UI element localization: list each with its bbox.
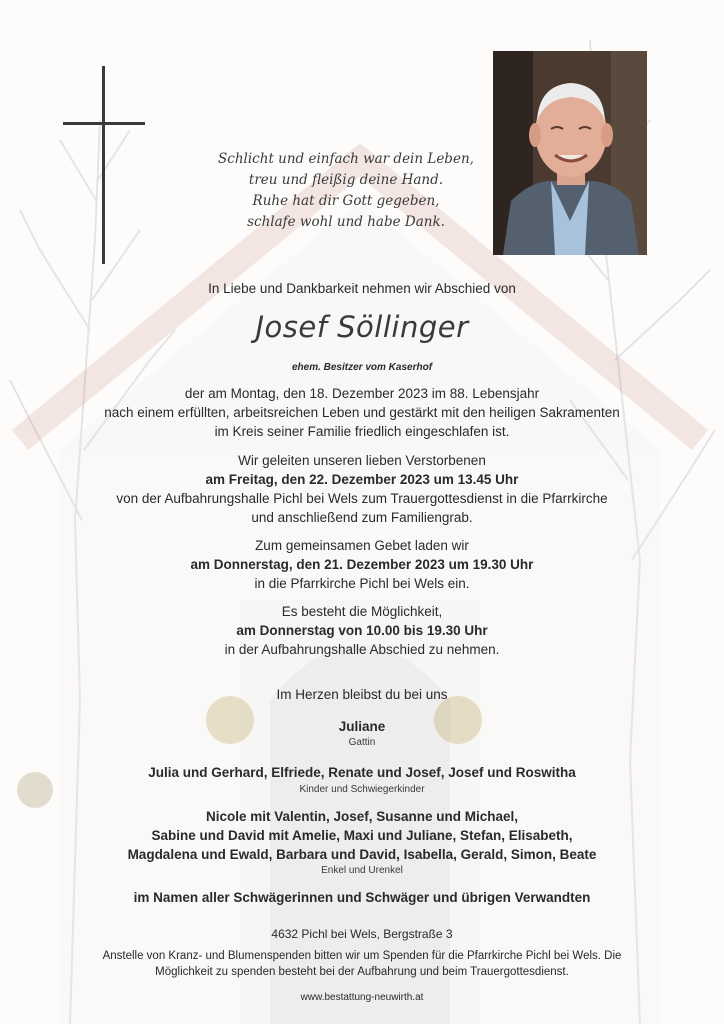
death-notice-line: im Kreis seiner Familie friedlich eingeschlafen ist. — [214, 424, 510, 439]
donation-line: Anstelle von Kranz- und Blumenspenden bitten wir um Spenden für die Pfarrkirche Pichl bei Wels. Die — [102, 950, 622, 962]
grandchildren-role: Enkel und Urenkel — [321, 865, 403, 876]
death-notice-line: der am Montag, den 18. Dezember 2023 im 88. Lebensjahr — [184, 386, 540, 401]
poem-line: treu und fleißig deine Hand. — [248, 172, 444, 188]
poem-line: Schlicht und einfach war dein Leben, — [218, 151, 474, 167]
cross-icon-vertical — [102, 66, 105, 264]
donation-line: Möglichkeit zu spenden besteht bei der Aufbahrung und beim Trauergottesdienst. — [155, 966, 569, 978]
prayer-location: in die Pfarrkirche Pichl bei Wels ein. — [254, 576, 470, 591]
grandchildren-line: Sabine und David mit Amelie, Maxi und Juliane, Stefan, Elisabeth, — [151, 828, 573, 843]
grandchildren-line: Magdalena und Ewald, Barbara und David, Isabella, Gerald, Simon, Beate — [127, 847, 597, 862]
deceased-name: Josef Söllinger — [255, 310, 469, 344]
funeral-intro: Wir geleiten unseren lieben Verstorbenen — [238, 453, 486, 468]
spouse-role: Gattin — [348, 737, 376, 748]
viewing-time: am Donnerstag von 10.00 bis 19.30 Uhr — [236, 623, 488, 638]
children-names: Julia und Gerhard, Elfriede, Renate und Josef, Josef und Roswitha — [148, 765, 576, 780]
prayer-intro: Zum gemeinsamen Gebet laden wir — [255, 538, 469, 553]
heart-line: Im Herzen bleibst du bei uns — [276, 687, 448, 702]
prayer-date: am Donnerstag, den 21. Dezember 2023 um 19.30 Uhr — [190, 557, 534, 572]
address: 4632 Pichl bei Wels, Bergstraße 3 — [271, 927, 453, 941]
funeral-grave: und anschließend zum Familiengrab. — [251, 510, 473, 525]
intro-text: In Liebe und Dankbarkeit nehmen wir Abschied von — [208, 281, 516, 296]
spouse-name: Juliane — [338, 719, 386, 734]
poem-line: schlafe wohl und habe Dank. — [247, 214, 445, 230]
funeral-date: am Freitag, den 22. Dezember 2023 um 13.45 Uhr — [205, 472, 519, 487]
grandchildren-line: Nicole mit Valentin, Josef, Susanne und Michael, — [205, 809, 519, 824]
death-notice-line: nach einem erfüllten, arbeitsreichen Leben und gestärkt mit den heiligen Sakramenten — [104, 405, 620, 420]
viewing-intro: Es besteht die Möglichkeit, — [281, 604, 443, 619]
funeral-location: von der Aufbahrungshalle Pichl bei Wels zum Trauergottesdienst in die Pfarrkirche — [116, 491, 608, 506]
relatives-line: im Namen aller Schwägerinnen und Schwäger und übrigen Verwandten — [133, 890, 591, 905]
children-role: Kinder und Schwiegerkinder — [299, 784, 425, 795]
poem — [196, 149, 496, 233]
viewing-location: in der Aufbahrungshalle Abschied zu nehmen. — [224, 642, 500, 657]
deceased-title: ehem. Besitzer vom Kaserhof — [291, 362, 433, 373]
poem-line: Ruhe hat dir Gott gegeben, — [252, 193, 440, 209]
portrait-photo — [493, 51, 647, 255]
cross-icon-horizontal — [63, 122, 145, 125]
website-link[interactable]: www.bestattung-neuwirth.at — [300, 992, 424, 1003]
